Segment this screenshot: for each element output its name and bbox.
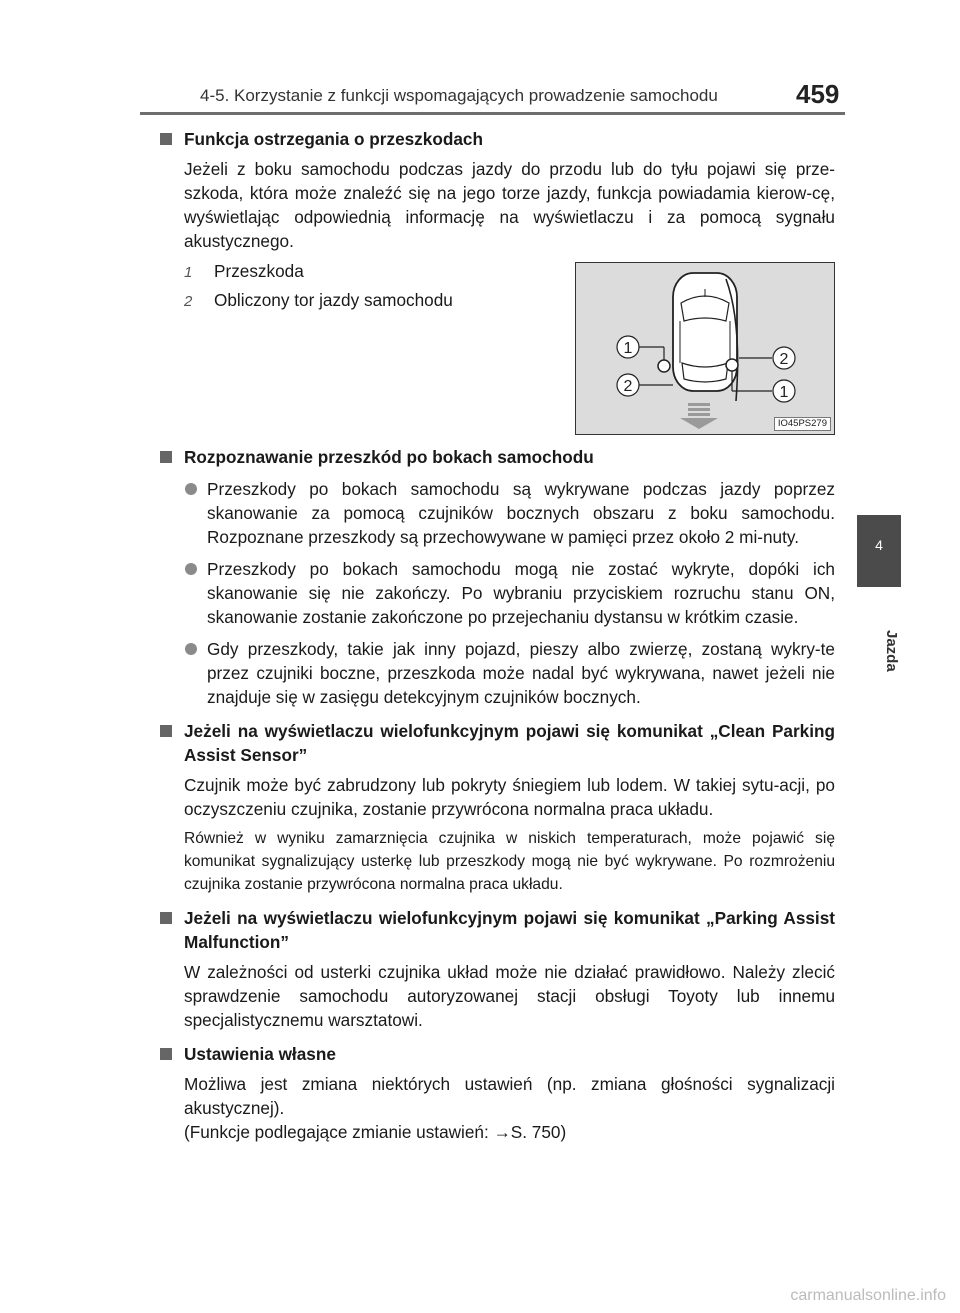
legend-number: 2 bbox=[184, 293, 193, 310]
chapter-number: 4 bbox=[875, 537, 883, 553]
chapter-label: Jazda bbox=[883, 630, 900, 672]
section-obstacle-warning bbox=[160, 127, 835, 435]
section-side-obstacle-recognition bbox=[160, 445, 835, 709]
legend-number: 1 bbox=[184, 264, 193, 281]
section-heading bbox=[160, 127, 835, 151]
square-bullet-icon bbox=[160, 133, 172, 145]
vehicle-diagram bbox=[575, 262, 835, 435]
figure-row bbox=[160, 259, 835, 435]
heading-text: Jeżeli na wyświetlaczu wielofunkcyjnym pojawi się komunikat „Clean Parking Assist Sensor” bbox=[184, 721, 835, 765]
callout-number: 1 bbox=[779, 384, 789, 401]
page-content bbox=[160, 127, 835, 1154]
bullet-text: Przeszkody po bokach samochodu są wykrywane podczas jazdy poprzez skanowanie za pomocą czujników bocznych obszaru z boku samochodu. Rozpoznane przeszkody są przechowywane w pamięci przez około 2 mi-nuty. bbox=[207, 479, 835, 547]
paragraph: Możliwa jest zmiana niektórych ustawień (np. zmiana głośności sygnalizacji akustycznej). bbox=[184, 1074, 835, 1118]
bullet-item bbox=[160, 477, 835, 549]
page-reference-link[interactable]: S. 750) bbox=[510, 1122, 567, 1142]
vehicle-diagram-svg bbox=[576, 263, 834, 434]
bullet-text: Gdy przeszkody, takie jak inny pojazd, pieszy albo zwierzę, zostaną wykry-te przez czujniki boczne, przeszkoda może nadal być wykrywana, nawet jeżeli nie znajduje się w zasięgu detekcyjnym czujników bocznych. bbox=[207, 639, 835, 707]
page-reference bbox=[160, 1120, 835, 1144]
legend-item-2 bbox=[184, 288, 453, 314]
section-heading bbox=[160, 1042, 835, 1066]
obstacle-left-icon bbox=[658, 360, 670, 372]
legend-item-1 bbox=[184, 259, 304, 285]
bullet-item bbox=[160, 557, 835, 629]
section-malfunction bbox=[160, 906, 835, 1032]
bullet-text: Przeszkody po bokach samochodu mogą nie zostać wykryte, dopóki ich skanowanie się nie zakończy. Po wybraniu przyciskiem rozruchu stanu ON, skanowanie zostanie zakończone po przejechaniu dystansu w krótkim czasie. bbox=[207, 559, 835, 627]
callout-number: 2 bbox=[779, 351, 789, 368]
arrow-right-icon: → bbox=[493, 1122, 511, 1142]
section-heading bbox=[160, 719, 835, 767]
running-header: 4-5. Korzystanie z funkcji wspomagających prowadzenie samochodu bbox=[200, 86, 718, 105]
legend-label: Przeszkoda bbox=[214, 261, 304, 281]
circle-bullet-icon bbox=[185, 563, 197, 575]
heading-text: Funkcja ostrzegania o przeszkodach bbox=[184, 129, 483, 149]
heading-text: Ustawienia własne bbox=[184, 1044, 336, 1064]
bullet-item bbox=[160, 637, 835, 709]
callout-number: 1 bbox=[623, 340, 633, 357]
reverse-direction-arrow-icon bbox=[680, 403, 718, 429]
square-bullet-icon bbox=[160, 1048, 172, 1060]
circle-bullet-icon bbox=[185, 483, 197, 495]
heading-text: Jeżeli na wyświetlaczu wielofunkcyjnym pojawi się komunikat „Parking Assist Malfunction” bbox=[184, 908, 835, 952]
legend-label: Obliczony tor jazdy samochodu bbox=[214, 290, 453, 310]
figure-code: IO45PS279 bbox=[774, 417, 831, 431]
square-bullet-icon bbox=[160, 912, 172, 924]
page-number: 459 bbox=[796, 79, 840, 109]
watermark: carmanualsonline.info bbox=[790, 1287, 946, 1304]
callout-number: 2 bbox=[623, 378, 633, 395]
section-clean-sensor bbox=[160, 719, 835, 896]
square-bullet-icon bbox=[160, 451, 172, 463]
section-heading bbox=[160, 445, 835, 469]
section-custom-settings bbox=[160, 1042, 835, 1144]
paragraph: W zależności od usterki czujnika układ może nie działać prawidłowo. Należy zlecić sprawdzenie samochodu autoryzowanej stacji obsługi Toyoty lub innemu specjalistycznemu warsztatowi. bbox=[184, 962, 835, 1030]
square-bullet-icon bbox=[160, 725, 172, 737]
circle-bullet-icon bbox=[185, 643, 197, 655]
paragraph-note: Również w wyniku zamarznięcia czujnika w niskich temperaturach, może pojawić się komunikat sygnalizujący usterkę lub przeszkody mogą nie być wykrywane. Po rozmrożeniu czujnika zostanie przywrócona normalna praca układu. bbox=[184, 830, 835, 893]
header-rule bbox=[140, 112, 845, 115]
paragraph: Jeżeli z boku samochodu podczas jazdy do przodu lub do tyłu pojawi się prze-szkoda, która może znaleźć się na jego torze jazdy, funkcja powiadamia kierow-cę, wyświetlając odpowiednią informację na wyświetlaczu i za pomocą sygnału akustycznego. bbox=[184, 159, 835, 251]
heading-text: Rozpoznawanie przeszkód po bokach samochodu bbox=[184, 447, 594, 467]
chapter-tab bbox=[857, 515, 901, 587]
obstacle-right-icon bbox=[726, 359, 738, 371]
section-heading bbox=[160, 906, 835, 954]
paragraph: Czujnik może być zabrudzony lub pokryty śniegiem lub lodem. W takiej sytu-acji, po oczyszczeniu czujnika, zostanie przywrócona normalna praca układu. bbox=[184, 775, 835, 819]
reference-text: (Funkcje podlegające zmianie ustawień: bbox=[184, 1122, 489, 1142]
